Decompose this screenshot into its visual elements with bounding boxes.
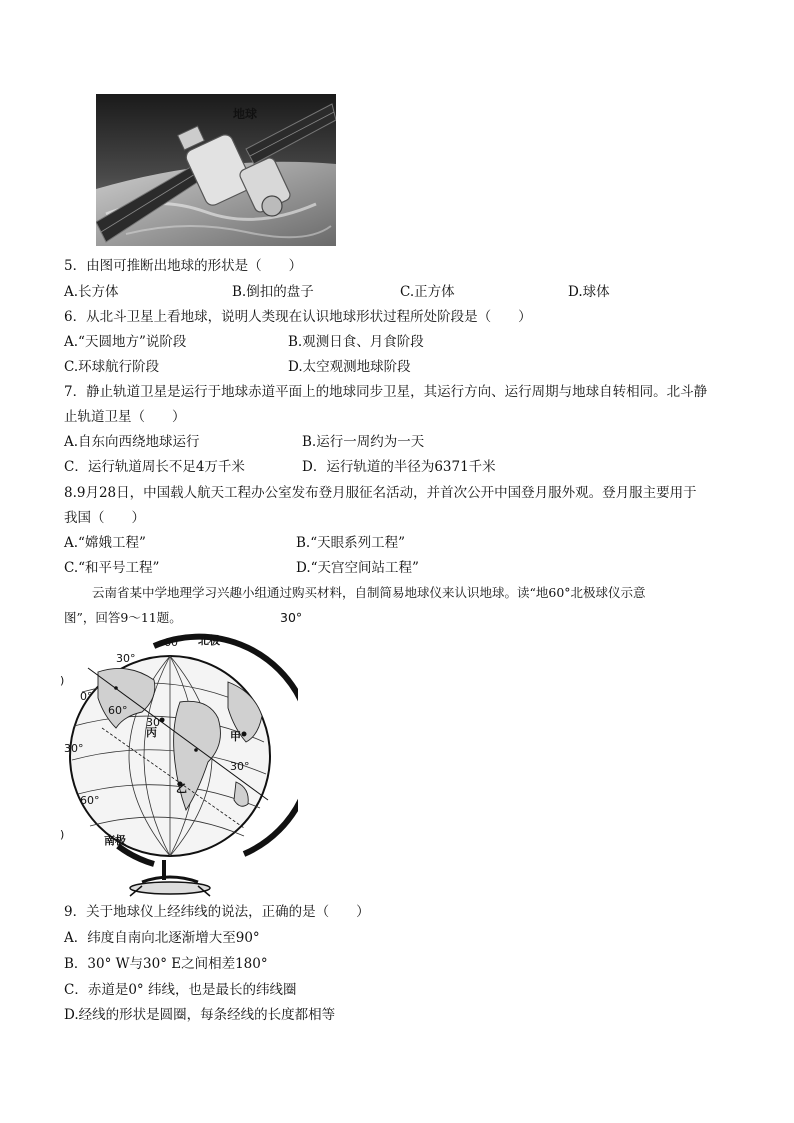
side-mark: ): [60, 674, 65, 687]
q7-stem-line1: 7．静止轨道卫星是运行于地球赤道平面上的地球同步卫星，其运行方向、运行周期与地球自转相同。北斗静: [64, 384, 708, 400]
north-pole-label: 北极: [198, 634, 220, 647]
stray-degree-label: 30°: [280, 610, 303, 625]
intro-line1: 云南省某中学地理学习兴趣小组通过购买材料，自制简易地球仪来认识地球。读“地60°北极球仪示意: [92, 585, 646, 600]
intro-line2: 图”，回答9～11题。: [64, 610, 182, 625]
q8-option-c: C.“和平号工程”: [64, 560, 160, 576]
q6-stem: 6．从北斗卫星上看地球，说明人类现在认识地球形状过程所处阶段是（ ）: [64, 309, 532, 325]
q8-stem-line2: 我国（ ）: [64, 510, 145, 526]
q7-option-b: B.运行一周约为一天: [302, 434, 425, 450]
q9-option-b: B．30° W与30° E之间相差180°: [64, 956, 268, 972]
q8-stem-line1: 8.9月28日，中国载人航天工程办公室发布登月服征名活动，并首次公开中国登月服外观。登月服主要用于: [64, 485, 697, 501]
q5-option-c: C.正方体: [400, 284, 455, 300]
degree-label: 30°: [116, 652, 136, 665]
degree-label: 0°: [80, 690, 93, 703]
degree-label: 30°: [146, 716, 166, 729]
degree-label: 30°: [230, 760, 250, 773]
globe-diagram: [58, 632, 298, 898]
q5-option-b: B.倒扣的盘子: [232, 284, 314, 300]
point-jia-label: 甲: [230, 730, 241, 743]
q8-option-a: A.“嫦娥工程”: [64, 535, 146, 551]
q7-option-d: D．运行轨道的半径为6371千米: [302, 459, 496, 475]
degree-label: 60°: [164, 636, 184, 649]
q8-option-d: D.“天宫空间站工程”: [296, 560, 419, 576]
q6-option-d: D.太空观测地球阶段: [288, 359, 411, 375]
satellite-earth-photo: [96, 94, 336, 246]
q6-option-c: C.环球航行阶段: [64, 359, 160, 375]
q7-stem-line2: 止轨道卫星（ ）: [64, 409, 186, 425]
side-mark: ): [60, 828, 65, 841]
q9-option-c: C．赤道是0° 纬线，也是最长的纬线圈: [64, 982, 297, 998]
q9-stem: 9．关于地球仪上经纬线的说法，正确的是（ ）: [64, 904, 370, 920]
q5-stem: 5．由图可推断出地球的形状是（ ）: [64, 258, 303, 274]
south-pole-label: 南极: [104, 834, 126, 847]
earth-label: 地球: [233, 107, 258, 121]
degree-label: 30°: [64, 742, 84, 755]
point-bing-label: 丙: [146, 726, 157, 739]
q8-option-b: B.“天眼系列工程”: [296, 535, 406, 551]
q5-option-d: D.球体: [568, 284, 610, 300]
degree-label: 60°: [80, 794, 100, 807]
q9-option-d: D.经线的形状是圆圈，每条经线的长度都相等: [64, 1007, 336, 1023]
q7-option-c: C．运行轨道周长不足4万千米: [64, 459, 245, 475]
q7-option-a: A.自东向西绕地球运行: [64, 434, 200, 450]
q5-option-a: A.长方体: [64, 284, 119, 300]
q6-option-b: B.观测日食、月食阶段: [288, 334, 424, 350]
q6-option-a: A.“天圆地方”说阶段: [64, 334, 187, 350]
degree-label: 60°: [108, 704, 128, 717]
point-yi-label: 乙: [176, 782, 187, 795]
q9-option-a: A．纬度自南向北逐渐增大至90°: [64, 930, 260, 946]
